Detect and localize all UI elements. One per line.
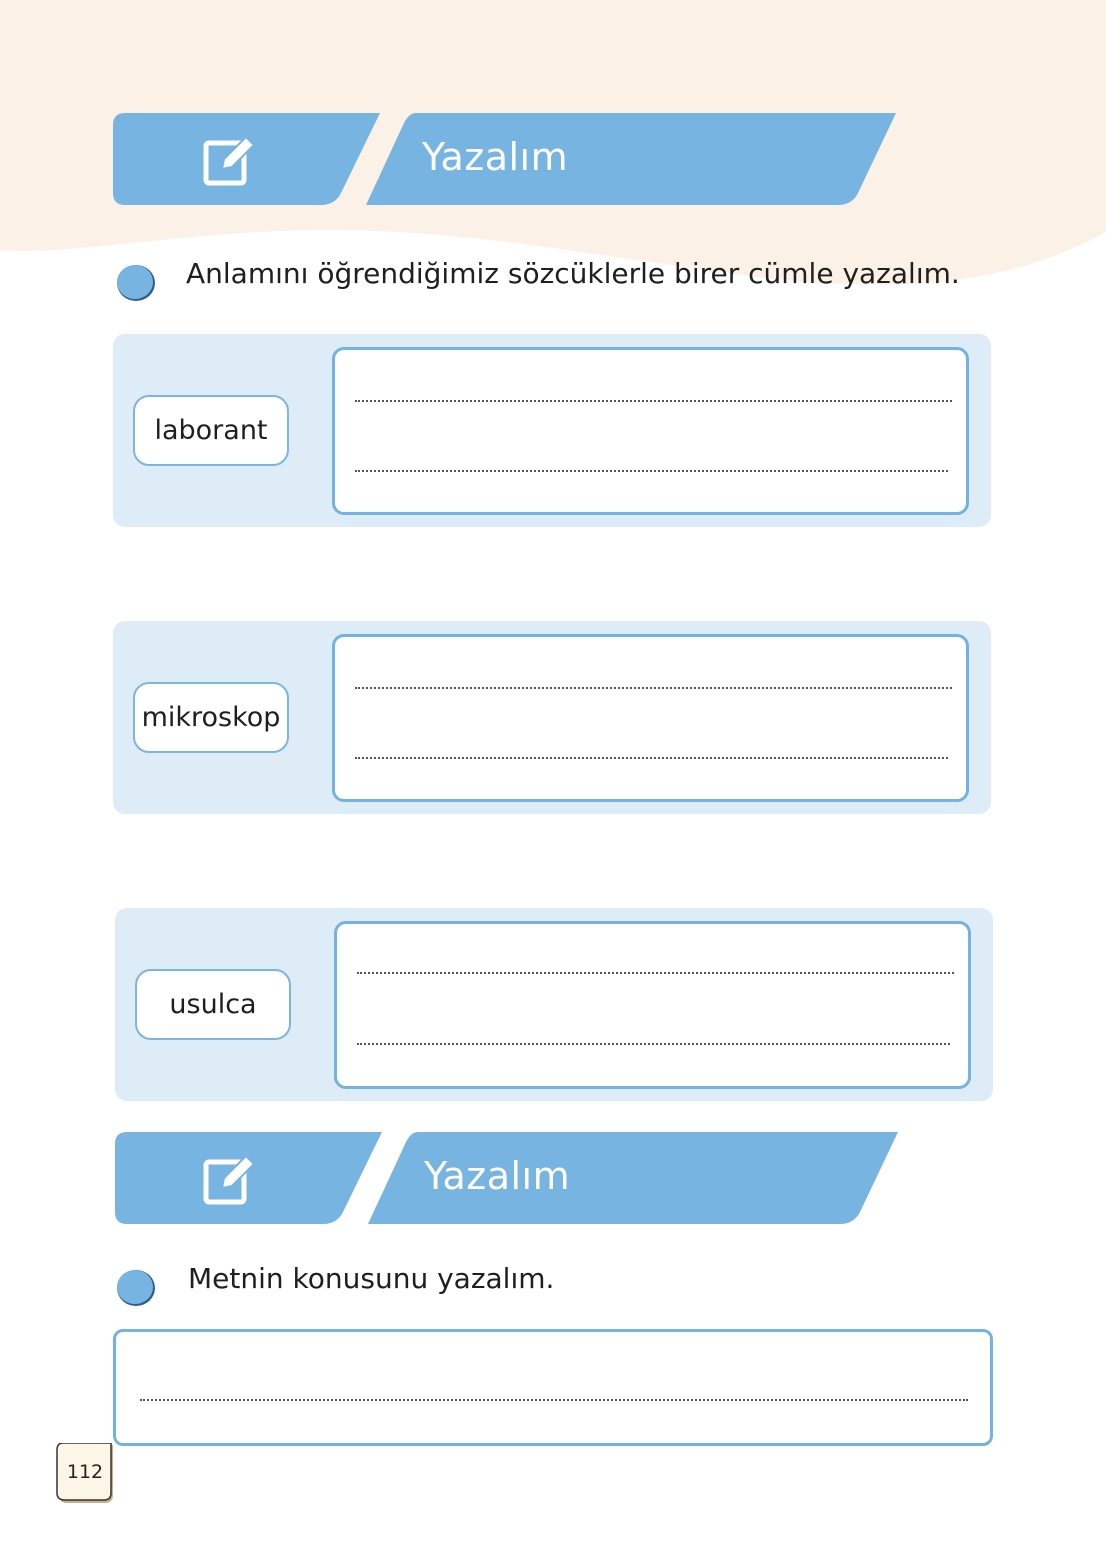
writing-line[interactable] [355,757,948,759]
bullet-circle-icon [113,1268,157,1308]
writing-line[interactable] [357,1043,950,1045]
writing-line[interactable] [140,1399,968,1401]
sentence-answer-box[interactable] [332,347,969,515]
word-panel-laborant [113,334,991,527]
question-text: Metnin konusunu yazalım. [188,1262,555,1295]
writing-line[interactable] [355,687,952,689]
sentence-answer-box[interactable] [334,921,971,1089]
section-banner-2 [0,1132,1106,1226]
writing-line[interactable] [357,972,954,974]
word-chip: laborant [133,395,289,466]
question-text: Anlamını öğrendiğimiz sözcüklerle birer cümle yazalım. [186,257,960,290]
writing-line[interactable] [355,470,948,472]
section-banner-1 [0,113,1106,207]
topic-answer-box[interactable] [113,1329,993,1446]
word-chip: usulca [135,969,291,1040]
edit-note-icon [200,1150,260,1210]
sentence-answer-box[interactable] [332,634,969,802]
banner-title: Yazalım [424,1154,571,1198]
page-number-badge [55,1443,115,1505]
edit-note-icon [200,131,260,191]
word-chip: mikroskop [133,682,289,753]
word-panel-usulca [115,908,993,1101]
bullet-circle-icon [113,263,157,303]
word-panel-mikroskop [113,621,991,814]
writing-line[interactable] [355,400,952,402]
banner-title: Yazalım [422,135,569,179]
page-number: 112 [66,1461,104,1483]
